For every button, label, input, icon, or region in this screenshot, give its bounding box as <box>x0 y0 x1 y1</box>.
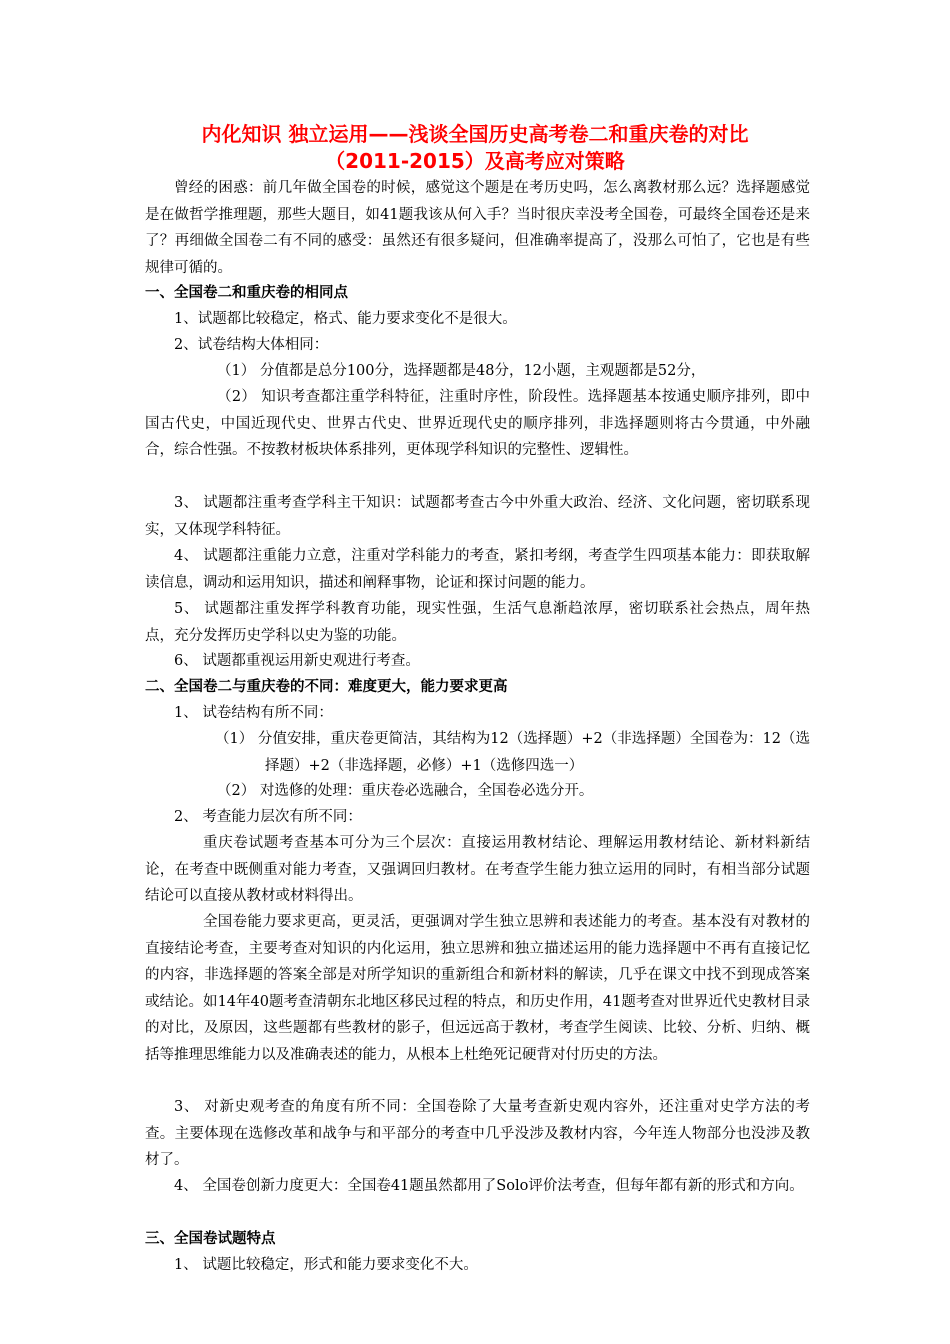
s2-item-1-sub-1: （1） 分值安排，重庆卷更简洁，其结构为12（选择题）+2（非选择题）全国卷为：12（选择题）+2（非选择题，必修）+1（选修四选一） <box>215 731 810 774</box>
s1-item-1: 1、试题都比较稳定，格式、能力要求变化不是很大。 <box>174 311 517 327</box>
section-1-heading: 一、全国卷二和重庆卷的相同点 <box>145 285 348 301</box>
s2-item-4: 4、 全国卷创新力度更大：全国卷41题虽然都用了Solo评价法考查，但每年都有新的形式和方向。 <box>174 1178 804 1194</box>
s2-item-2: 2、 考查能力层次有所不同： <box>174 809 362 825</box>
s1-item-2: 2、试卷结构大体相同： <box>174 337 329 353</box>
s2-item-1-sub-2: （2） 对选修的处理：重庆卷必选融合，全国卷必选分开。 <box>217 783 594 799</box>
s2-item-2-para-1: 重庆卷试题考查基本可分为三个层次：直接运用教材结论、理解运用教材结论、新材料新结论，在考查中既侧重对能力考查，又强调回归教材。在考查学生能力独立运用的同时，有相当部分试题结论可以直接从教材或材料得出。 <box>145 835 810 904</box>
s1-item-2-sub-1: （1） 分值都是总分100分，选择题都是48分，12小题，主观题都是52分， <box>217 363 706 379</box>
intro-paragraph: 曾经的困惑：前几年做全国卷的时候，感觉这个题是在考历史吗，怎么离教材那么远？选择题感觉是在做哲学推理题，那些大题目，如41题我该从何入手？当时很庆幸没考全国卷，可最终全国卷还是来了？再细做全国卷二有不同的感受：虽然还有很多疑问，但准确率提高了，没那么可怕了，它也是有些规律可循的。 <box>145 180 810 276</box>
title-line-1: 内化知识 独立运用——浅谈全国历史高考卷二和重庆卷的对比 <box>201 122 749 146</box>
s1-item-5: 5、 试题都注重发挥学科教育功能，现实性强，生活气息渐趋浓厚，密切联系社会热点，周年热点，充分发挥历史学科以史为鉴的功能。 <box>145 601 810 644</box>
s1-item-6: 6、 试题都重视运用新史观进行考查。 <box>174 653 420 669</box>
section-3-heading: 三、全国卷试题特点 <box>145 1231 276 1247</box>
s1-item-3: 3、 试题都注重考查学科主干知识：试题都考查古今中外重大政治、经济、文化问题，密切联系现实，又体现学科特征。 <box>145 495 810 538</box>
s2-item-3: 3、 对新史观考查的角度有所不同：全国卷除了大量考查新史观内容外，还注重对史学方法的考查。主要体现在选修改革和战争与和平部分的考查中几乎没涉及教材内容，今年连人物部分也没涉及教材了。 <box>145 1099 810 1168</box>
title-line-2: （2011-2015）及高考应对策略 <box>325 149 625 173</box>
section-2-heading: 二、全国卷二与重庆卷的不同：难度更大，能力要求更高 <box>145 679 508 695</box>
s2-item-1: 1、 试卷结构有所不同： <box>174 705 333 721</box>
s3-item-1: 1、 试题比较稳定，形式和能力要求变化不大。 <box>174 1257 478 1273</box>
s2-item-2-para-2: 全国卷能力要求更高，更灵活，更强调对学生独立思辨和表述能力的考查。基本没有对教材的直接结论考查，主要考查对知识的内化运用，独立思辨和独立描述运用的能力选择题中不再有直接记忆的内容，非选择题的答案全部是对所学知识的重新组合和新材料的解读，几乎在课文中找不到现成答案或结论。如14年40题考查清朝东北地区移民过程的特点，和历史作用，41题考查对世界近代史教材目录的对比，及原因，这些题都有些教材的影子，但远远高于教材，考查学生阅读、比较、分析、归纳、概括等推理思维能力以及准确表述的能力，从根本上杜绝死记硬背对付历史的方法。 <box>145 914 810 1063</box>
s1-item-4: 4、 试题都注重能力立意，注重对学科能力的考查，紧扣考纲，考查学生四项基本能力：即获取解读信息，调动和运用知识，描述和阐释事物，论证和探讨问题的能力。 <box>145 548 810 591</box>
s1-item-2-sub-2: （2） 知识考查都注重学科特征，注重时序性，阶段性。选择题基本按通史顺序排列，即中国古代史，中国近现代史、世界古代史、世界近现代史的顺序排列，非选择题则将古今贯通，中外融合，综合性强。不按教材板块体系排列，更体现学科知识的完整性、逻辑性。 <box>145 389 810 458</box>
